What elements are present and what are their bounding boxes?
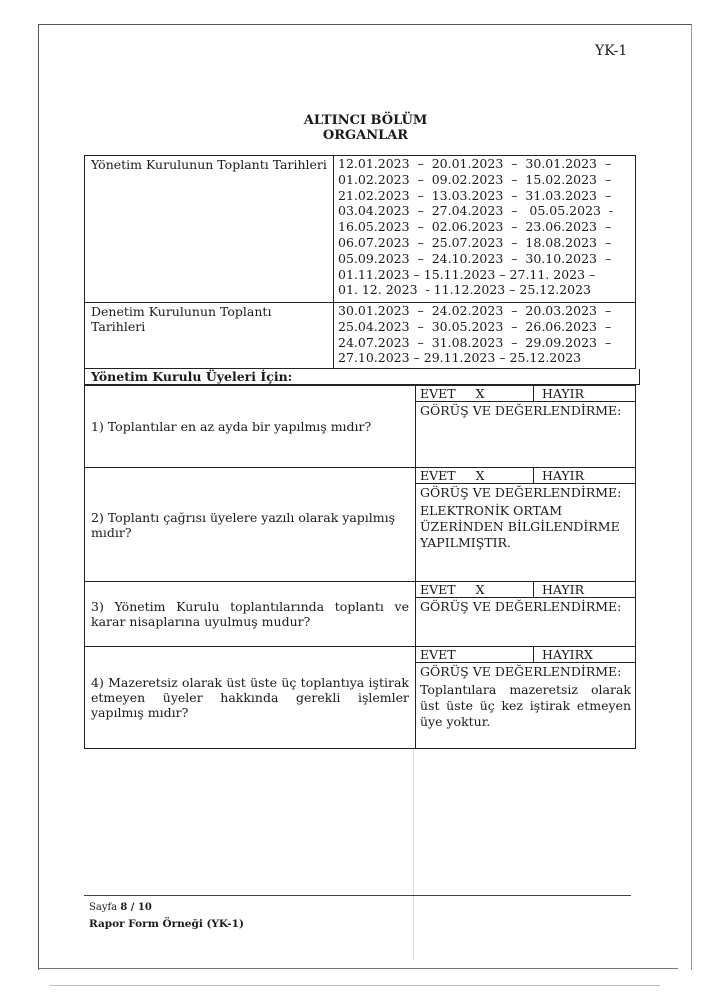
section-title-organs: ORGANLAR (322, 128, 409, 143)
date-line: 27.10.2023 – 29.11.2023 – 25.12.2023 (338, 350, 582, 366)
answer-cell (416, 582, 636, 647)
scan-edge (50, 985, 660, 986)
audit-meetings-label: Denetim Kurulunun Toplantı Tarihleri (85, 303, 334, 369)
date-line: 12.01.2023 – 20.01.2023 – 30.01.2023 – (338, 156, 612, 171)
date-line: 06.07.2023 – 25.07.2023 – 18.08.2023 – (338, 234, 612, 250)
question-row (85, 582, 636, 647)
evaluation-label: GÖRÜŞ VE DEĞERLENDİRME: (420, 599, 622, 614)
board-meetings-dates (334, 156, 636, 303)
date-line: 25.04.2023 – 30.05.2023 – 26.06.2023 – (338, 318, 612, 334)
question-text: 1) Toplantılar en az ayda bir yapılmış mıdır? (85, 386, 416, 468)
evaluation-label: GÖRÜŞ VE DEĞERLENDİRME: (420, 403, 622, 418)
scan-fold-mark (413, 750, 414, 960)
hayir-option[interactable]: HAYIR (542, 582, 585, 597)
evaluation-text: Toplantılara mazeretsiz olarak üst üste üç kez iştirak etmeyen üye yoktur. (420, 682, 631, 729)
form-name: Rapor Form Örneği (YK-1) (89, 918, 244, 930)
answer-cell (416, 468, 636, 582)
page-bottom-border (38, 968, 678, 969)
date-line: 01.11.2023 – 15.11.2023 – 27.11. 2023 – (338, 266, 596, 282)
x-mark: X (475, 386, 485, 401)
question-row (85, 468, 636, 582)
x-mark: X (475, 582, 485, 597)
board-meetings-row (85, 156, 636, 303)
date-line: 01.02.2023 – 09.02.2023 – 15.02.2023 – (338, 171, 612, 187)
section-title-chapter: ALTINCI BÖLÜM (303, 113, 428, 128)
date-line: 30.01.2023 – 24.02.2023 – 20.03.2023 – (338, 303, 612, 318)
audit-meetings-row (85, 303, 636, 369)
evet-option[interactable]: EVET X (416, 468, 534, 483)
question-text: 3) Yönetim Kurulu toplantılarında toplantı ve karar nisaplarına uyulmuş mudur? (85, 582, 416, 647)
date-line: 05.09.2023 – 24.10.2023 – 30.10.2023 – (338, 250, 612, 266)
x-mark: X (475, 468, 485, 483)
evet-option[interactable]: EVET X (416, 582, 534, 597)
question-row (85, 647, 636, 749)
form-code: YK-1 (595, 43, 628, 59)
date-line: 24.07.2023 – 31.08.2023 – 29.09.2023 – (338, 334, 612, 350)
evet-option[interactable]: EVET (416, 647, 534, 662)
meeting-dates-table (84, 155, 636, 369)
answer-cell (416, 386, 636, 468)
date-line: 16.05.2023 – 02.06.2023 – 23.06.2023 – (338, 219, 612, 235)
hayir-option[interactable]: HAYIR (542, 386, 585, 401)
board-meetings-label: Yönetim Kurulunun Toplantı Tarihleri (85, 156, 334, 303)
footer-divider (84, 895, 631, 896)
evaluation-text: ELEKTRONİK ORTAM ÜZERİNDEN BİLGİLENDİRME YAPILMIŞTIR. (420, 503, 620, 550)
board-members-section-title: Yönetim Kurulu Üyeleri İçin: (84, 369, 640, 385)
audit-meetings-dates (334, 303, 636, 369)
hayir-option[interactable]: HAYIR (542, 468, 585, 483)
question-text: 2) Toplantı çağrısı üyelere yazılı olarak yapılmış mıdır? (85, 468, 416, 582)
date-line: 01. 12. 2023 - 11.12.2023 – 25.12.2023 (338, 282, 591, 298)
evaluation-label: GÖRÜŞ VE DEĞERLENDİRME: (420, 485, 622, 500)
evaluation-label: GÖRÜŞ VE DEĞERLENDİRME: (420, 664, 622, 679)
hayir-option[interactable]: HAYIRX (542, 647, 593, 662)
page-number: Sayfa 8 / 10 (89, 902, 152, 913)
date-line: 21.02.2023 – 13.03.2023 – 31.03.2023 – (338, 187, 612, 203)
answer-cell (416, 647, 636, 749)
question-text: 4) Mazeretsiz olarak üst üste üç toplantıya iştirak etmeyen üyeler hakkında gerekli işlemler yapılmış mıdır? (85, 647, 416, 749)
question-row (85, 386, 636, 468)
evet-option[interactable]: EVET X (416, 386, 534, 401)
questions-table (84, 385, 636, 749)
date-line: 03.04.2023 – 27.04.2023 – 05.05.2023 - (338, 203, 614, 219)
